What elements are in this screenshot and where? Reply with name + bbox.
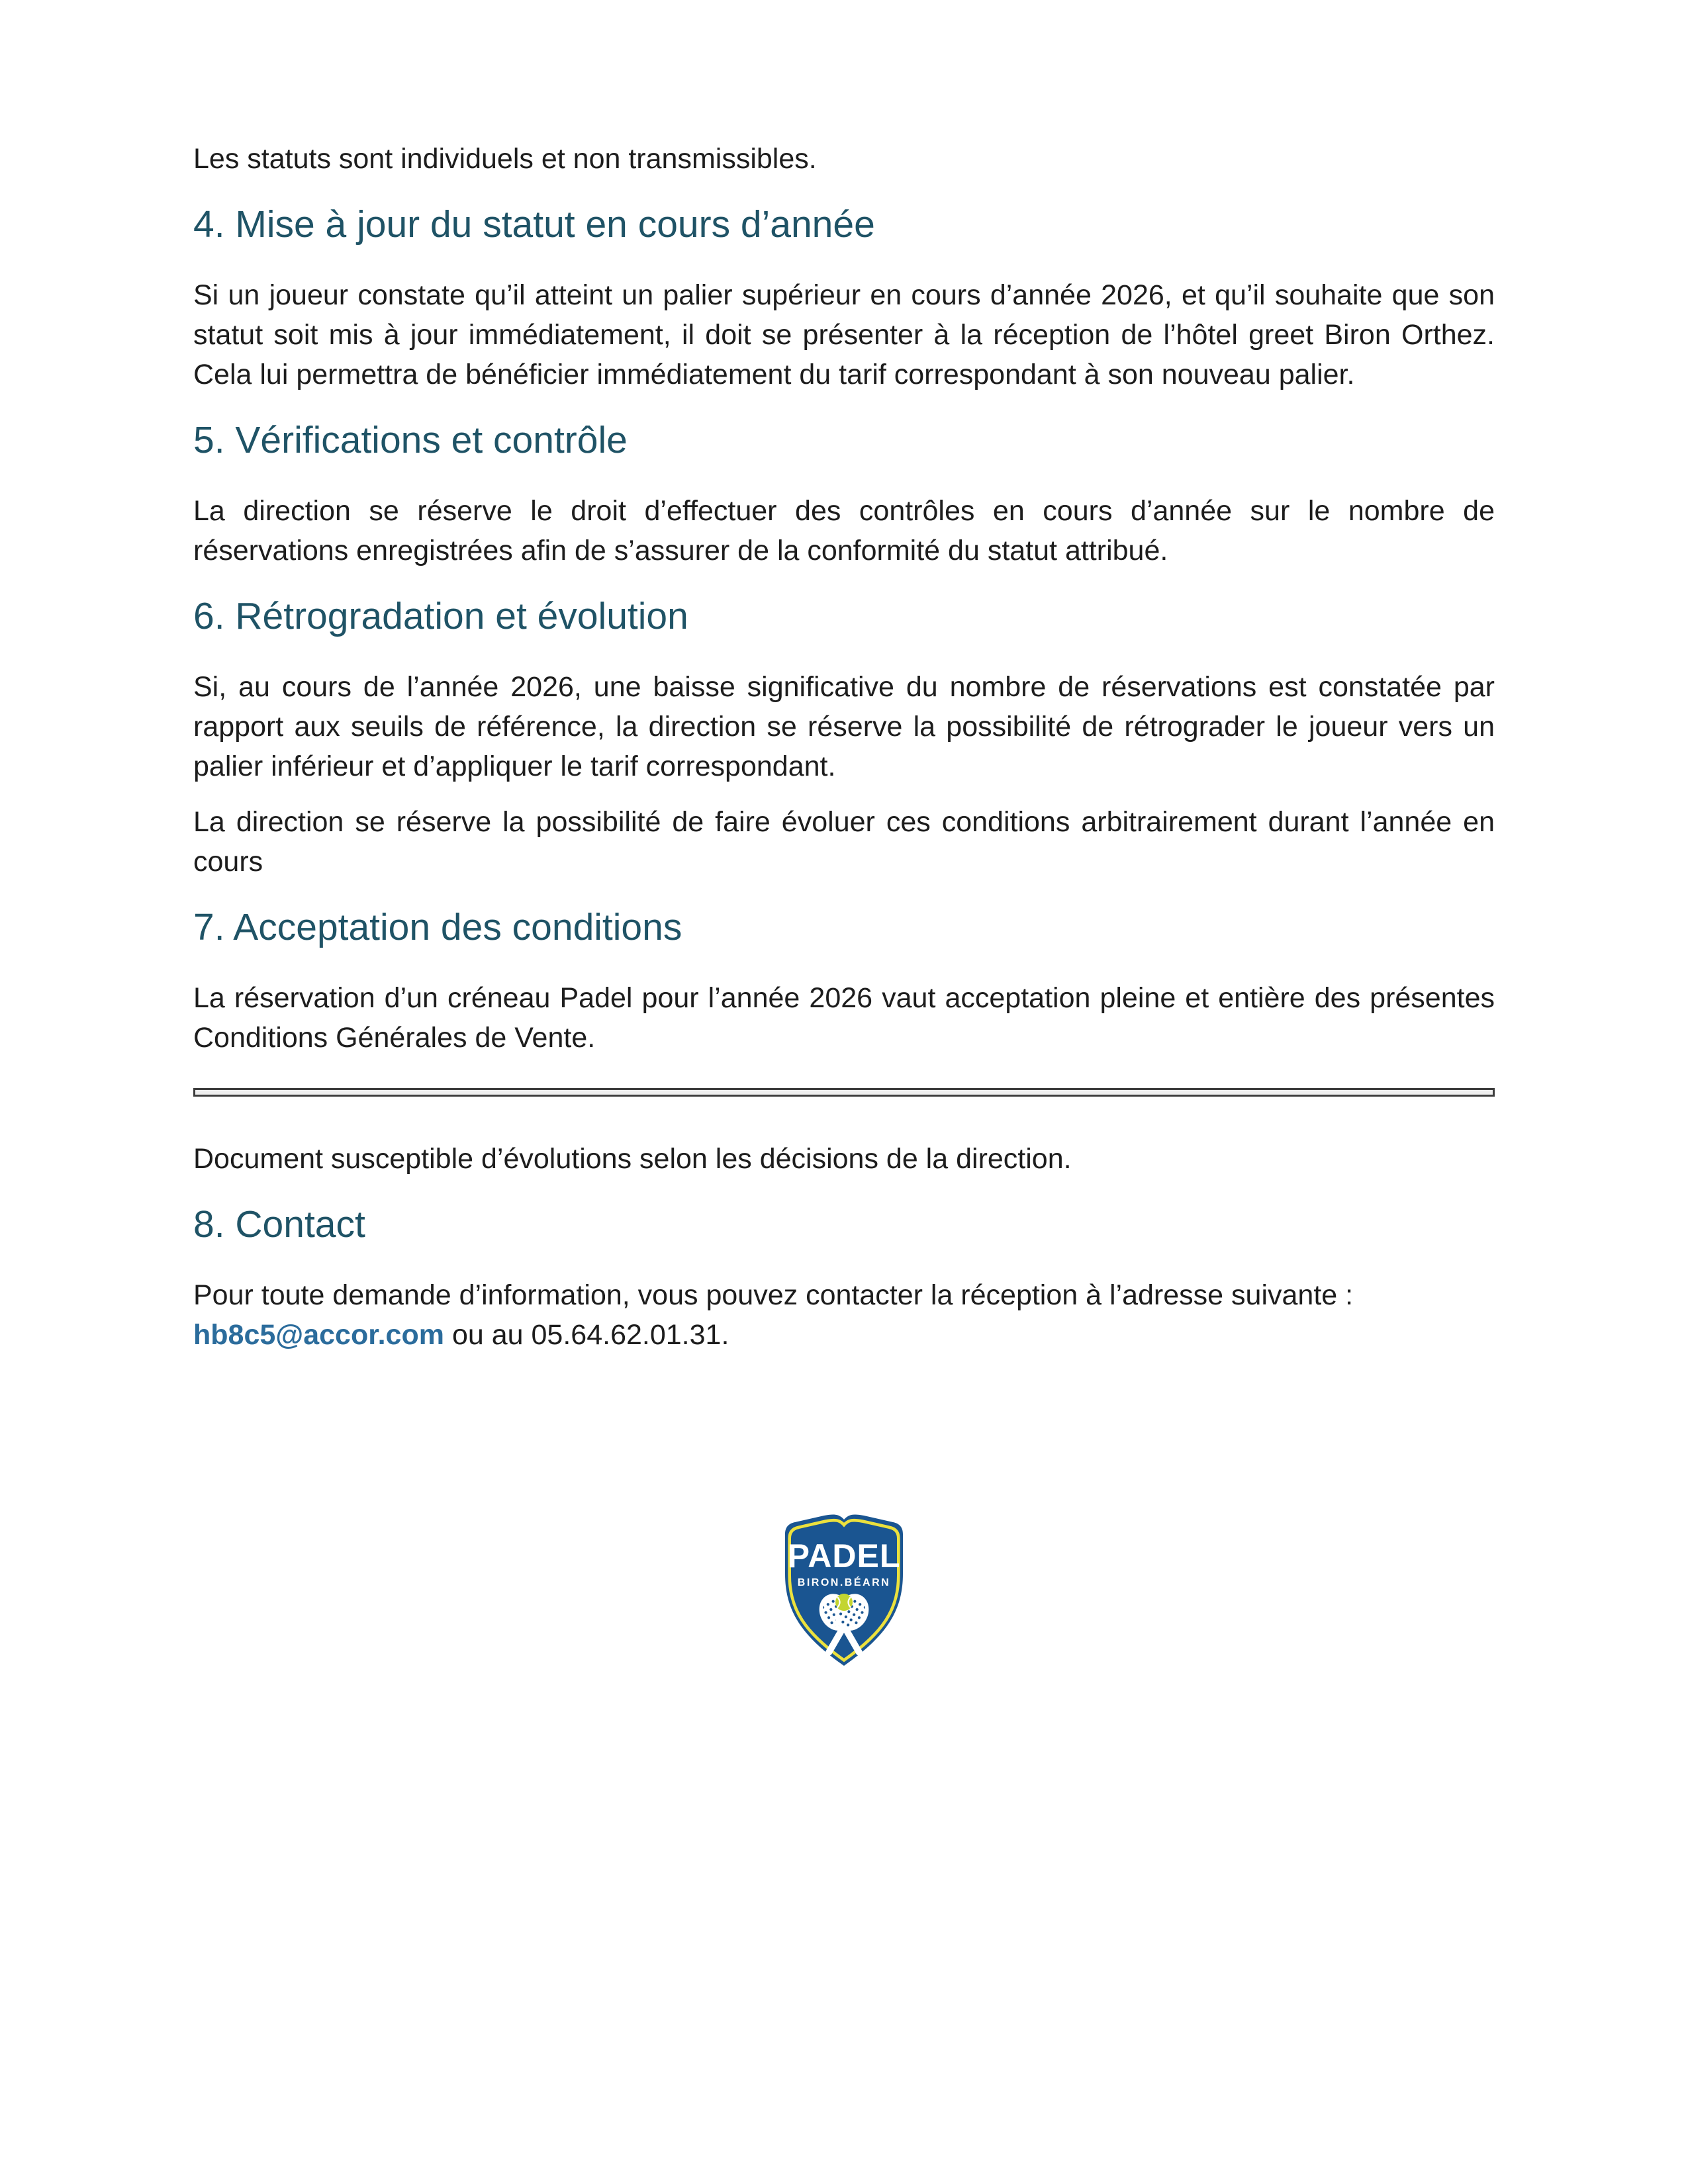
section-contact xyxy=(193,1203,1495,1355)
section-heading: 6. Rétrogradation et évolution xyxy=(193,595,688,637)
padel-ball-icon xyxy=(835,1594,853,1611)
contact-paragraph xyxy=(193,1275,1495,1355)
section-retrogradation xyxy=(193,594,1495,882)
email-link[interactable]: hb8c5@accor.com xyxy=(193,1319,444,1351)
paragraph: La direction se réserve le droit d’effectuer des contrôles en cours d’année sur le nombre de réservations enregistrées afin de s’assurer de la conformité du statut attribué. xyxy=(193,495,1495,567)
paragraph: Si un joueur constate qu’il atteint un palier supérieur en cours d’année 2026, et qu’il souhaite que son statut soit mis à jour immédiatement, il doit se présenter à la réception de l’hôtel greet Biron Orthez. Cela lui permettra de bénéficier immédiatement du tarif correspondant à son nouveau palier. xyxy=(193,279,1495,390)
section-acceptation xyxy=(193,905,1495,1058)
paragraph: Si, au cours de l’année 2026, une baisse significative du nombre de réservations est constatée par rapport aux seuils de référence, la direction se réserve la possibilité de rétrograder le joueur vers un palier inférieur et d’appliquer le tarif correspondant. xyxy=(193,671,1495,782)
logo-subtitle-text: BIRON.BÉARN xyxy=(797,1577,891,1588)
logo-title-text: PADEL xyxy=(787,1537,901,1574)
paragraph: La direction se réserve la possibilité de faire évoluer ces conditions arbitrairement durant l’année en cours xyxy=(193,806,1495,878)
paragraph: La réservation d’un créneau Padel pour l’année 2026 vaut acceptation pleine et entière des présentes Conditions Générales de Vente. xyxy=(193,982,1495,1054)
intro-paragraph: Les statuts sont individuels et non transmissibles. xyxy=(193,143,817,175)
contact-phone-text: ou au 05.64.62.01.31. xyxy=(451,1319,729,1351)
section-heading: 8. Contact xyxy=(193,1203,365,1246)
section-heading: 5. Vérifications et contrôle xyxy=(193,419,628,461)
contact-text: Pour toute demande d’information, vous pouvez contacter la réception à l’adresse suivante : xyxy=(193,1279,1354,1311)
section-heading: 7. Acceptation des conditions xyxy=(193,906,682,948)
note-paragraph: Document susceptible d’évolutions selon les décisions de la direction. xyxy=(193,1143,1072,1175)
section-verifications xyxy=(193,418,1495,570)
section-heading: 4. Mise à jour du statut en cours d’année xyxy=(193,203,875,246)
padel-biron-bearn-logo xyxy=(771,1504,917,1678)
horizontal-rule xyxy=(193,1088,1495,1097)
logo-container xyxy=(193,1504,1495,1678)
section-mise-a-jour xyxy=(193,203,1495,394)
